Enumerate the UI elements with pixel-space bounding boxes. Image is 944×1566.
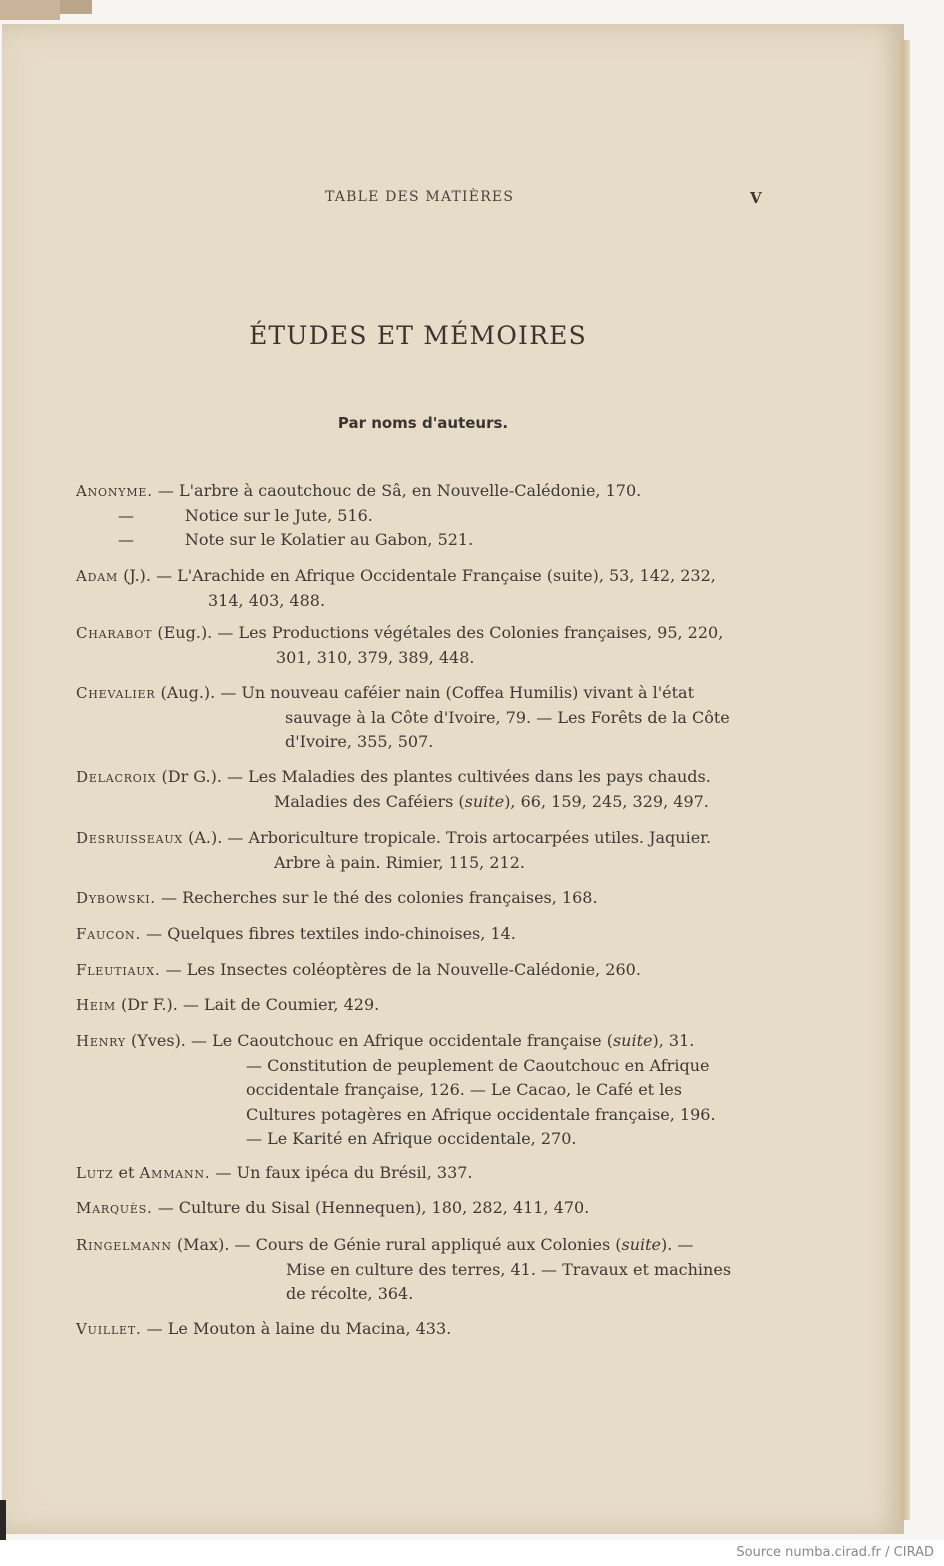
entry-line: [76, 922, 776, 947]
page-edge: [896, 40, 910, 1520]
author-name: Marquès.: [76, 1199, 153, 1217]
index-entry-charabot: [76, 621, 776, 670]
entry-text: — Un faux ipéca du Brésil, 337.: [210, 1163, 473, 1182]
index-entry-adam: [76, 564, 776, 613]
entry-line: Cultures potagères en Afrique occidentale française, 196.: [246, 1104, 716, 1124]
index-entry-desruisseaux: [76, 826, 776, 875]
entry-line: [76, 1317, 776, 1342]
author-name: Vuillet.: [76, 1320, 142, 1338]
binding-tape: [0, 0, 60, 20]
author-name: Lutz: [76, 1164, 114, 1182]
entry-line: d'Ivoire, 355, 507.: [285, 732, 434, 751]
entry-text: — Le Mouton à laine du Macina, 433.: [141, 1319, 452, 1338]
entry-line: Maladies des Caféiers (suite), 66, 159, 245, 329, 497.: [274, 791, 709, 811]
entry-line: — Le Karité en Afrique occidentale, 270.: [246, 1129, 577, 1148]
entry-line: [76, 1196, 776, 1221]
entry-line: Henry (Yves). — Le Caoutchouc en Afrique occidentale française (suite), 31.: [76, 1031, 695, 1050]
entry-line: Ringelmann (Max). — Cours de Génie rural appliqué aux Colonies (suite). —: [76, 1235, 694, 1254]
entry-text: — L'arbre à caoutchouc de Sâ, en Nouvelle-Calédonie, 170.: [152, 481, 642, 500]
entry-line: 314, 403, 488.: [208, 590, 326, 610]
index-entry-vuillet: [76, 1317, 776, 1342]
source-credit: Source numba.cirad.fr / CIRAD: [736, 1545, 934, 1560]
index-entry-delacroix: [76, 765, 776, 814]
entry-line: 301, 310, 379, 389, 448.: [276, 647, 475, 667]
index-entry-lutz-ammann: [76, 1161, 776, 1186]
author-name: Desruisseaux: [76, 829, 184, 847]
index-entry-faucon: [76, 922, 776, 947]
author-name: Charabot: [76, 624, 153, 642]
author-name: Heim: [76, 996, 116, 1014]
entry-line: de récolte, 364.: [286, 1284, 414, 1303]
entry-line: — Notice sur le Jute, 516.: [118, 505, 373, 525]
entry-line: [76, 765, 776, 790]
entry-text: (Eug.). — Les Productions végétales des Colonies françaises, 95, 220,: [152, 623, 724, 642]
entry-line: [76, 564, 776, 589]
entry-text: (Aug.). — Un nouveau caféier nain (Coffea Humilis) vivant à l'état: [155, 683, 694, 702]
entry-line: [76, 479, 776, 504]
entry-text: (A.). — Arboriculture tropicale. Trois artocarpées utiles. Jaquier.: [183, 828, 712, 847]
entry-line: [76, 958, 776, 983]
entry-line: [76, 826, 776, 851]
running-head: [0, 189, 944, 209]
entry-line: sauvage à la Côte d'Ivoire, 79. — Les Forêts de la Côte: [285, 707, 730, 727]
entry-line: [76, 886, 776, 911]
entry-line: [76, 993, 776, 1018]
index-entry-henry: [76, 1029, 776, 1152]
running-title: TABLE DES MATIÈRES: [325, 189, 515, 205]
author-name: Dybowski.: [76, 889, 156, 907]
entry-line: [76, 681, 776, 706]
section-subtitle: Par noms d'auteurs.: [337, 414, 509, 432]
entry-line: occidentale française, 126. — Le Cacao, le Café et les: [246, 1080, 682, 1099]
index-entry-dybowski: [76, 886, 776, 911]
author-name: Faucon.: [76, 925, 142, 943]
entry-line: — Constitution de peuplement de Caoutchouc en Afrique: [246, 1055, 710, 1075]
section-title: ÉTUDES ET MÉMOIRES: [249, 321, 587, 350]
index-entry-anonyme: [76, 479, 776, 553]
entry-line: Arbre à pain. Rimier, 115, 212.: [274, 852, 525, 872]
entry-text: — Quelques fibres textiles indo-chinoises, 14.: [141, 924, 516, 943]
entry-line: Lutz et Ammann. — Un faux ipéca du Brésil, 337.: [76, 1163, 473, 1182]
entry-text: (J.). — L'Arachide en Afrique Occidentale Française (suite), 53, 142, 232,: [118, 566, 716, 585]
index-entry-ringelmann: [76, 1233, 776, 1307]
author-name: Ammann.: [139, 1164, 211, 1182]
entry-line: — Note sur le Kolatier au Gabon, 521.: [118, 530, 474, 549]
author-name: Delacroix: [76, 768, 157, 786]
author-name: Adam: [76, 567, 119, 585]
author-name: Ringelmann: [76, 1236, 172, 1254]
entry-line: Mise en culture des terres, 41. — Travaux et machines: [286, 1259, 732, 1279]
entry-text: — Culture du Sisal (Hennequen), 180, 282, 411, 470.: [152, 1198, 590, 1217]
entry-text: (Dr G.). — Les Maladies des plantes cultivées dans les pays chauds.: [156, 767, 711, 786]
scan-edge-mark: [0, 1500, 6, 1540]
entry-text: — Recherches sur le thé des colonies françaises, 168.: [155, 888, 598, 907]
author-name: Anonyme.: [76, 482, 153, 500]
index-entry-heim: [76, 993, 776, 1018]
entry-text: (Dr F.). — Lait de Coumier, 429.: [115, 995, 380, 1014]
binding-tape-shadow: [60, 0, 92, 14]
page-number: V: [750, 189, 762, 207]
index-entry-marques: [76, 1196, 776, 1221]
index-entry-fleutiaux: [76, 958, 776, 983]
entry-line: [76, 621, 776, 646]
author-name: Fleutiaux.: [76, 961, 161, 979]
entry-text: — Les Insectes coléoptères de la Nouvelle-Calédonie, 260.: [160, 960, 641, 979]
author-name: Henry: [76, 1032, 126, 1050]
author-name: Chevalier: [76, 684, 156, 702]
index-entry-chevalier: [76, 681, 776, 755]
